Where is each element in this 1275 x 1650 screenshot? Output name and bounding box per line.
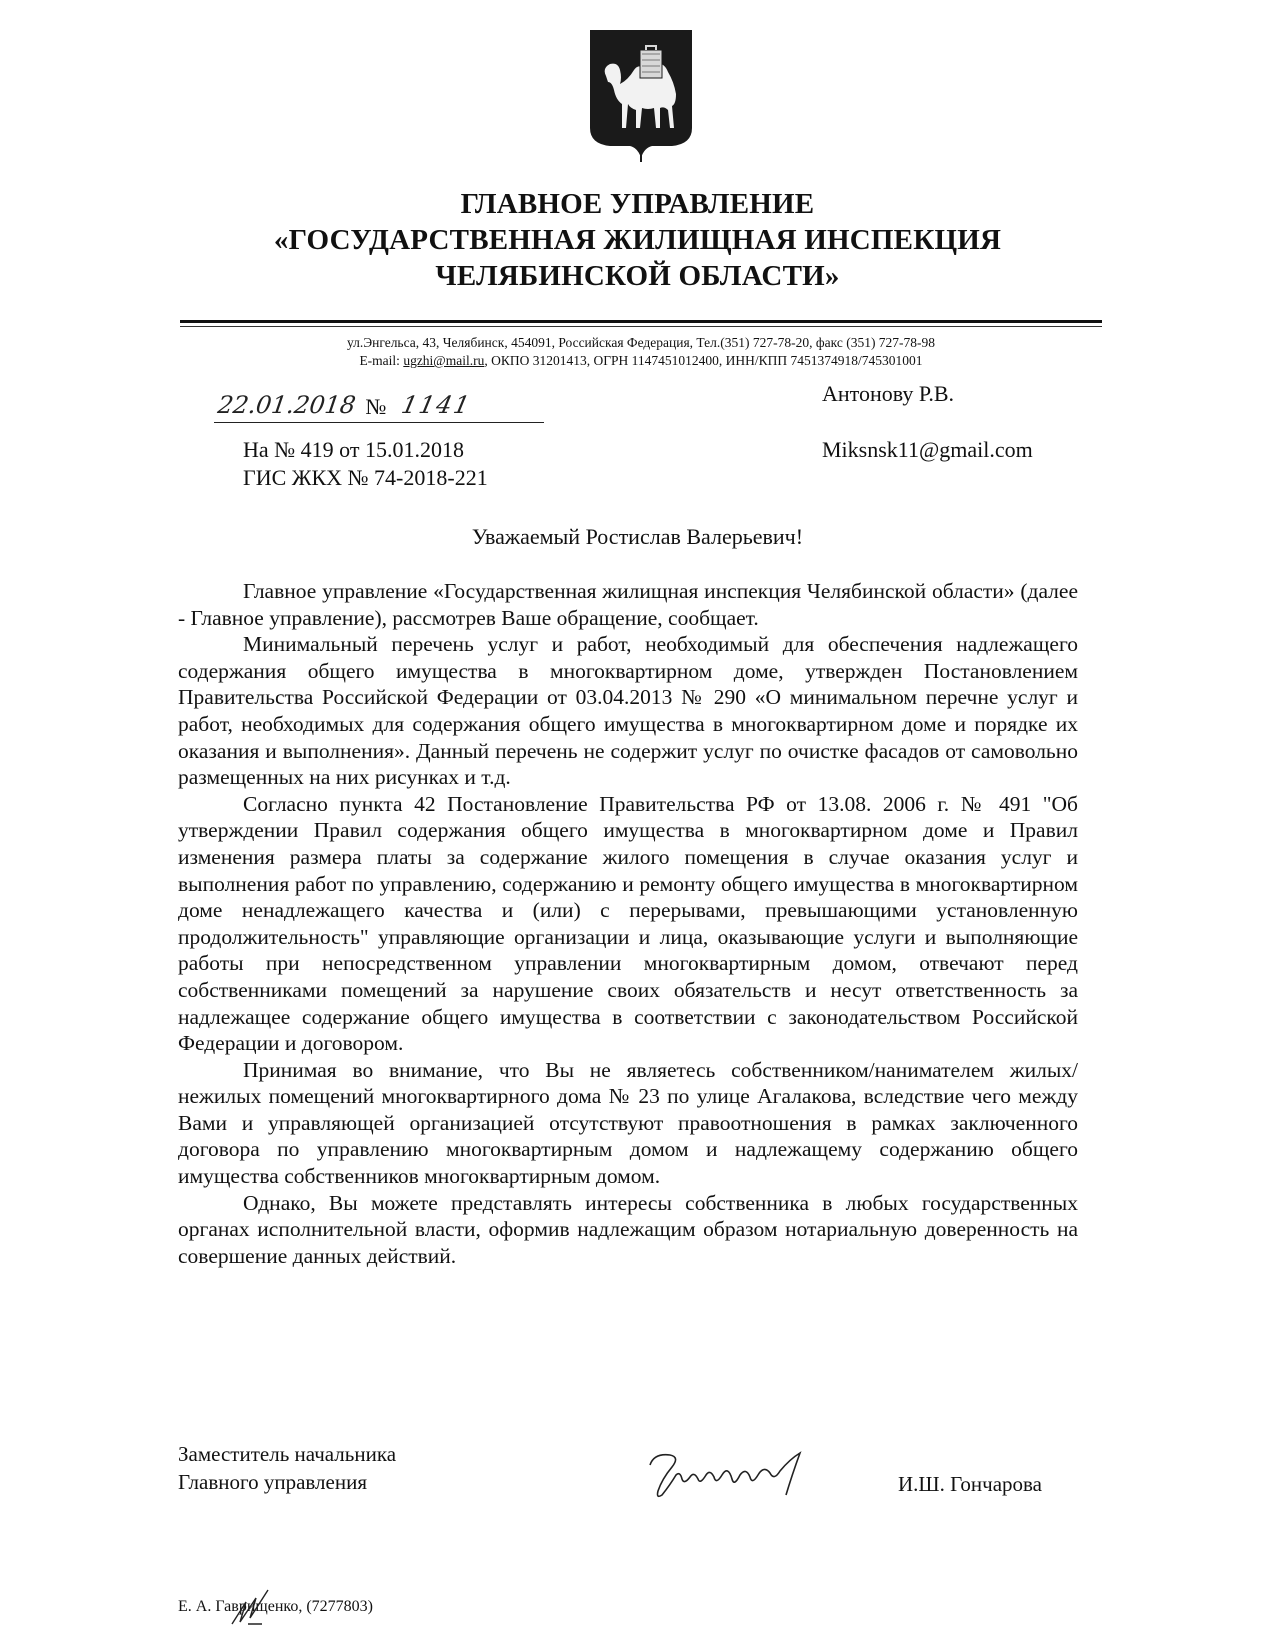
reference-line-2: ГИС ЖКХ № 74-2018-221 [243, 465, 488, 490]
addressee-email[interactable]: Miksnsk11@gmail.com [822, 437, 1033, 462]
org-title-line-2: «ГОСУДАРСТВЕННАЯ ЖИЛИЩНАЯ ИНСПЕКЦИЯ [273, 224, 1002, 256]
incoming-reference [243, 436, 488, 492]
registry-codes: , ОКПО 31201413, ОГРН 1147451012400, ИНН/КПП 7451374918/745301001 [484, 353, 923, 368]
letter-body [178, 578, 1078, 1269]
email-label: E-mail: [359, 353, 404, 368]
body-paragraph-5: Однако, Вы можете представлять интересы собственника в любых государственных органах исполнительной власти, оформив надлежащим образом нотариальную доверенность на совершение данных действий. [178, 1190, 1078, 1268]
executor-contact: Е. А. Гаврищенко, (7277803) [178, 1598, 373, 1615]
handwritten-outgoing-number: 1141 [399, 391, 475, 419]
org-email-link[interactable]: ugzhi@mail.ru [403, 353, 485, 368]
handwritten-date: 22.01.2018 [216, 391, 358, 419]
handwritten-signature [640, 1445, 820, 1505]
body-paragraph-3: Согласно пункта 42 Постановление Правительства РФ от 13.08. 2006 г. № 491 "Об утверждении Правил содержания общего имущества в многоквартирном доме и Правил изменения размера платы за содержание жилого помещения в случае оказания услуг и выполнения работ по управлению, содержанию и ремонту общего имущества в многоквартирном доме ненадлежащего качества и (или) с перерывами, превышающими установленную продолжительность" управляющие организации и лица, оказывающие услуги и выполняющие работы при непосредственном управлении многоквартирным домом, отвечают перед собственниками помещений за нарушение своих обязательств и несут ответственность за надлежащее содержание общего имущества в соответствии с законодательством Российской Федерации и договором. [178, 791, 1078, 1056]
address-line: ул.Энгельса, 43, Челябинск, 454091, Российская Федерация, Тел.(351) 727-78-20, факс (351) 727-78-98 [346, 335, 936, 350]
salutation: Уважаемый Ростислав Валерьевич! [471, 524, 804, 549]
body-paragraph-2: Минимальный перечень услуг и работ, необходимый для обеспечения надлежащего содержания общего имущества в многоквартирном доме, утвержден Постановлением Правительства Российской Федерации от 03.04.2013 № 290 «О минимальном перечне услуг и работ, необходимых для содержания общего имущества в многоквартирном доме и порядке их оказания и выполнения». Данный перечень не содержит услуг по очистке фасадов от самовольно размещенных на них рисунках и т.д. [178, 632, 1078, 790]
signer-position-line-2: Главного управления [178, 1470, 367, 1494]
letterhead-divider-thick [180, 320, 1102, 323]
org-title-line-3: ЧЕЛЯБИНСКОЙ ОБЛАСТИ» [435, 260, 840, 292]
letterhead-divider-thin [180, 326, 1102, 327]
outgoing-registration [214, 380, 544, 423]
number-sign: № [365, 394, 387, 419]
organization-title [170, 186, 1105, 294]
reference-line-1: На № 419 от 15.01.2018 [243, 437, 464, 462]
body-paragraph-1: Главное управление «Государственная жилищная инспекция Челябинской области» (далее - Главное управление), рассмотрев Ваше обращение, сообщает. [178, 579, 1078, 630]
body-paragraph-4: Принимая во внимание, что Вы не являетесь собственником/нанимателем жилых/нежилых помещений многоквартирного дома № 23 по улице Агалакова, вследствие чего между Вами и управляющей организацией отсутствуют правоотношения в рамках заключенного договора по управлению многоквартирным домом и надлежащему содержанию общего имущества собственников многоквартирным домом. [178, 1057, 1078, 1189]
addressee-name: Антонову Р.В. [822, 381, 955, 406]
registry-details-line [180, 352, 1102, 370]
executor-initials-mark [228, 1588, 278, 1628]
signer-name: И.Ш. Гончарова [898, 1472, 1042, 1496]
signer-position [178, 1440, 396, 1496]
signer-position-line-1: Заместитель начальника [178, 1442, 397, 1466]
contact-details [180, 334, 1102, 370]
org-title-line-1: ГЛАВНОЕ УПРАВЛЕНИЕ [460, 188, 815, 220]
coat-of-arms-emblem [584, 24, 698, 164]
